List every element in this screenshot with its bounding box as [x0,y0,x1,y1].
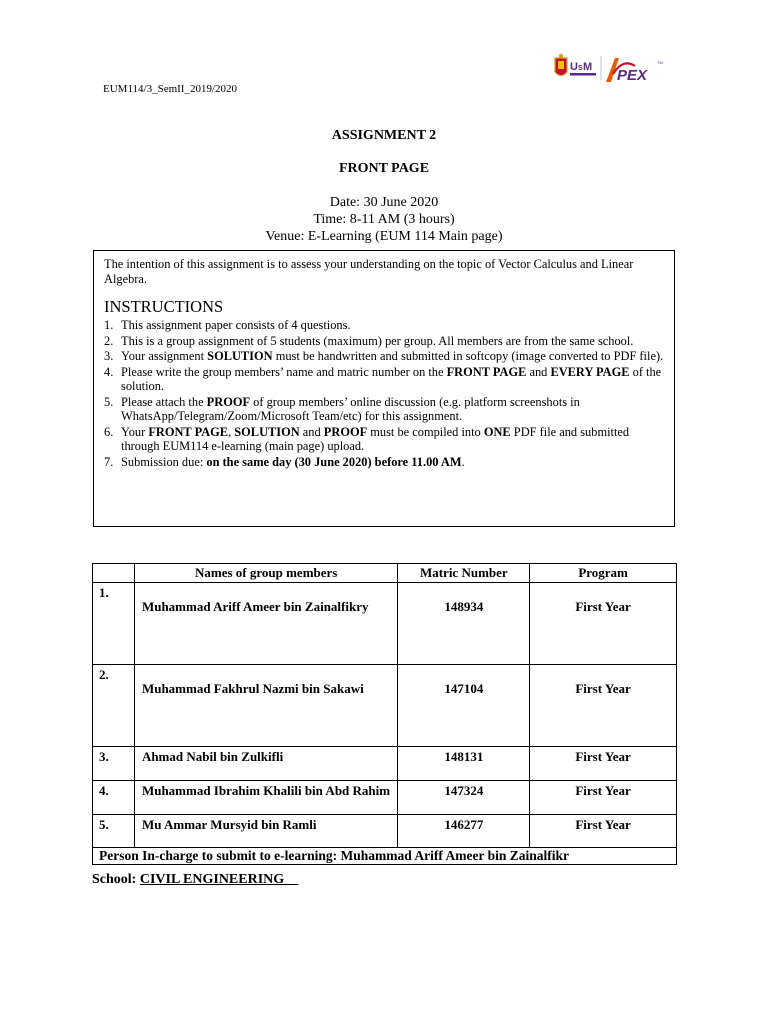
instruction-number: 7. [104,454,114,469]
time-line: Time: 8-11 AM (3 hours) [313,212,455,227]
instruction-text: This is a group assignment of 5 students (maximum) per group. All members are from the same school. [121,333,634,348]
instruction-emphasis: FRONT PAGE [446,364,527,379]
intro-text: The intention of this assignment is to assess your understanding on the topic of Vector Calculus and Linear Algebra. [104,257,634,286]
matric-number: 146277 [398,815,530,848]
front-page-title: FRONT PAGE [338,161,430,176]
instruction-item [104,425,664,454]
program: First Year [530,781,677,815]
instruction-text: PDF file and submitted through EUM114 e-learning (main page) upload. [121,424,630,453]
school-line [92,872,298,888]
instruction-text: and [299,424,324,439]
instruction-text: Please write the group members’ name and matric number on the [121,364,447,379]
instruction-item [104,349,664,364]
instruction-text: Your [121,424,149,439]
instruction-item [104,395,664,424]
instruction-emphasis: ONE [483,424,511,439]
instruction-item [104,334,664,349]
usm-crest-icon [555,54,567,76]
instruction-item [104,365,664,394]
instruction-text: . [461,454,465,469]
instruction-text: and [526,364,551,379]
table-row [93,781,677,815]
instruction-emphasis: SOLUTION [207,349,273,363]
instruction-text: must be compiled into [367,424,484,439]
svg-text:S: S [578,65,583,72]
instruction-number: 3. [104,349,114,363]
instruction-text: of the solution. [121,364,662,393]
instruction-text: , [228,424,235,439]
instruction-text: Please attach the [121,394,207,409]
instruction-number: 4. [104,364,114,379]
header-matric: Matric Number [398,564,530,583]
matric-number: 148934 [398,583,530,665]
svg-text:PEX: PEX [617,67,648,84]
instruction-text: This assignment paper consists of 4 questions. [121,318,351,332]
instruction-number: 6. [104,424,114,439]
program: First Year [530,583,677,665]
instruction-emphasis: on the same day (30 June 2020) before 11.00 AM [206,454,462,469]
instruction-text: Your assignment [121,349,208,363]
instruction-text: must be handwritten and submitted in softcopy (image converted to PDF file). [272,349,664,363]
member-name: Muhammad Fakhrul Nazmi bin Sakawi [134,665,397,747]
matric-number: 148131 [398,747,530,781]
row-number: 3. [93,747,135,781]
person-in-charge: Person In-charge to submit to e-learning: Muhammad Ariff Ameer bin Zainalfikr [93,848,677,865]
instruction-number: 5. [104,394,114,409]
instruction-emphasis: PROOF [323,424,368,439]
instruction-emphasis: SOLUTION [234,424,300,439]
instruction-text: Submission due: [121,454,207,469]
program: First Year [530,747,677,781]
svg-text:TM: TM [657,60,663,65]
program: First Year [530,815,677,848]
member-name: Muhammad Ariff Ameer bin Zainalfikry [134,583,397,665]
instruction-text: of group members’ online discussion (e.g. platform screenshots in WhatsApp/Telegram/Zoom/Microsoft Team/etc) for this assignment. [121,394,580,423]
table-row [93,747,677,781]
instruction-item [104,455,664,470]
table-footer-row [93,848,677,865]
matric-number: 147324 [398,781,530,815]
header-program: Program [530,564,677,583]
apex-logo [606,58,663,84]
course-code: EUM114/3_SemII_2019/2020 [103,83,238,95]
table-row [93,583,677,665]
member-name: Ahmad Nabil bin Zulkifli [134,747,397,781]
matric-number: 147104 [398,665,530,747]
assignment-title: ASSIGNMENT 2 [331,128,437,143]
instruction-emphasis: FRONT PAGE [148,424,229,439]
date-line: Date: 30 June 2020 [329,195,439,210]
instructions-box [93,250,675,527]
svg-text:U: U [570,61,578,73]
instruction-emphasis: EVERY PAGE [550,364,630,379]
venue-line: Venue: E-Learning (EUM 114 Main page) [265,229,503,244]
svg-text:M: M [583,61,593,73]
row-number: 1. [93,583,135,665]
usm-logo [570,61,596,76]
row-number: 4. [93,781,135,815]
instruction-number: 1. [104,318,114,332]
row-number: 2. [93,665,135,747]
instructions-heading: INSTRUCTIONS [104,297,224,316]
school-value: CIVIL ENGINEERING__ [139,872,299,887]
table-header-row [93,564,677,583]
header-no [93,564,135,583]
member-name: Mu Ammar Mursyid bin Ramli [134,815,397,848]
instruction-item [104,318,664,333]
instructions-list [104,318,664,469]
table-row [93,665,677,747]
instruction-emphasis: PROOF [206,394,251,409]
school-label: School: [92,872,140,887]
members-table [92,563,677,865]
instruction-number: 2. [104,333,114,348]
row-number: 5. [93,815,135,848]
university-logos [553,52,678,86]
member-name: Muhammad Ibrahim Khalili bin Abd Rahim [134,781,397,815]
table-row [93,815,677,848]
program: First Year [530,665,677,747]
header-names: Names of group members [134,564,397,583]
